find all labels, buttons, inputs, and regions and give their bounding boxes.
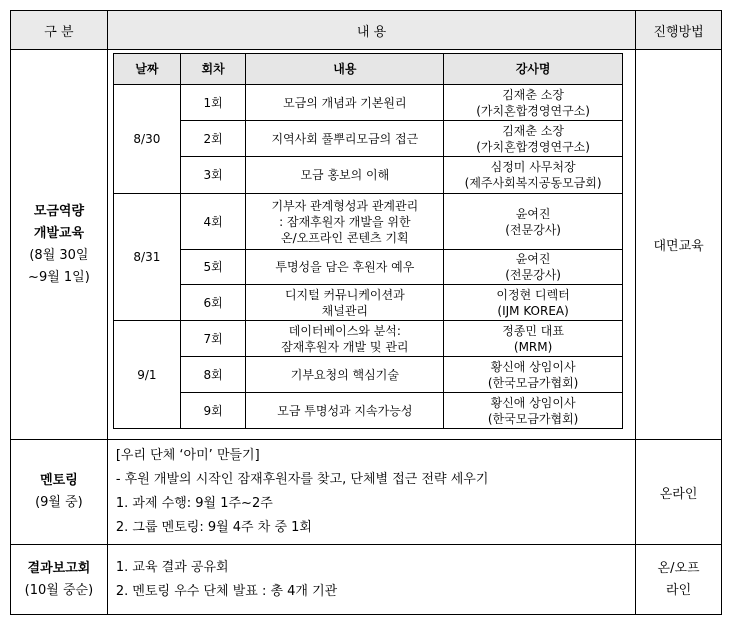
schedule-instructor-line: (가치혼합경영연구소) [476,139,590,154]
schedule-content-line: 잠재후원자 개발 및 관리 [281,339,409,354]
report-method-line1: 온/오프 [657,560,700,576]
report-row [11,545,722,615]
schedule-header-row [114,54,623,85]
report-method [636,545,722,615]
report-line: 2. 멘토링 우수 단체 발표 : 총 4개 기관 [115,583,338,599]
education-title-line1: 모금역량 [33,203,85,219]
schedule-session-no: 5회 [180,250,246,285]
schedule-instructor [444,393,623,429]
mentoring-category [11,440,108,545]
schedule-session-no: 7회 [180,321,246,357]
schedule-content [246,250,444,285]
schedule-header-content: 내용 [246,54,444,85]
header-content: 내 용 [107,11,635,50]
report-method-line2: 라인 [666,582,692,598]
schedule-instructor [444,321,623,357]
education-period-line2: ~9월 1일) [28,269,90,285]
schedule-content [246,157,444,194]
schedule-instructor [444,250,623,285]
schedule-instructor [444,194,623,250]
schedule-header-session: 회차 [180,54,246,85]
schedule-content-line: 모금의 개념과 기본원리 [283,95,407,110]
mentoring-line: 2. 그룹 멘토링: 9월 4주 차 중 1회 [115,520,312,535]
schedule-instructor-line: (한국모금가협회) [487,375,579,390]
schedule-session-no: 9회 [180,393,246,429]
schedule-content-line: 데이터베이스와 분석: [288,323,401,338]
schedule-instructor-line: 김재춘 소장 [502,123,564,138]
report-title: 결과보고회 [27,560,91,576]
schedule-instructor [444,121,623,157]
education-period-line1: (8월 30일 [29,247,89,263]
schedule-row [114,321,623,357]
schedule-instructor [444,285,623,321]
education-method: 대면교육 [636,50,722,440]
schedule-content-line: 지역사회 풀뿌리모금의 접근 [271,131,419,146]
schedule-session-no: 8회 [180,357,246,393]
schedule-instructor [444,357,623,393]
schedule-row [114,194,623,250]
schedule-date: 8/30 [114,85,181,194]
schedule-content-line: 모금 투명성과 지속가능성 [277,403,413,418]
schedule-content-line: 디지털 커뮤니케이션과 [284,287,405,302]
schedule-content [246,285,444,321]
schedule-instructor-line: (가치혼합경영연구소) [476,103,590,118]
header-method: 진행방법 [636,11,722,50]
mentoring-line: - 후원 개발의 시작인 잠재후원자를 찾고, 단체별 접근 전략 세우기 [115,472,489,487]
schedule-body [114,85,623,429]
schedule-content-line: 모금 홍보의 이해 [300,168,390,182]
schedule-date: 8/31 [114,194,181,321]
education-category [11,50,108,440]
report-category [11,545,108,615]
schedule-row [114,285,623,321]
schedule-row [114,121,623,157]
schedule-row [114,250,623,285]
schedule-header-instructor: 강사명 [444,54,623,85]
schedule-instructor [444,85,623,121]
schedule-instructor-line: 정종민 대표 [502,323,564,338]
schedule-row [114,357,623,393]
schedule-instructor-line: (전문강사) [505,268,561,282]
schedule-session-no: 4회 [180,194,246,250]
schedule-session-no: 3회 [180,157,246,194]
report-content [107,545,635,615]
schedule-content-line: 채널관리 [321,303,369,318]
schedule-row [114,85,623,121]
schedule-instructor-line: 황신애 상임이사 [490,359,576,374]
mentoring-line: [우리 단체 ‘아미’ 만들기] [115,448,260,463]
schedule-instructor-line: (전문강사) [505,222,561,237]
schedule-session-no: 1회 [180,85,246,121]
schedule-instructor-line: (IJM KOREA) [497,303,569,318]
schedule-header-date: 날짜 [114,54,181,85]
schedule-content-line: 투명성을 담은 후원자 예우 [275,260,415,274]
schedule-content [246,321,444,357]
schedule-instructor-line: (MRM) [513,339,553,354]
mentoring-method: 온라인 [636,440,722,545]
schedule-instructor-line: 김재춘 소장 [502,87,564,102]
schedule-content [246,357,444,393]
header-row [11,11,722,50]
mentoring-row [11,440,722,545]
schedule-content [246,194,444,250]
report-period: (10월 중순) [24,582,94,598]
schedule-row [114,157,623,194]
schedule-instructor-line: 심정미 사무처장 [490,160,576,174]
schedule-instructor [444,157,623,194]
schedule-instructor-line: 윤여진 [515,252,551,266]
mentoring-period: (9월 중) [35,495,83,510]
report-line: 1. 교육 결과 공유회 [115,559,229,575]
mentoring-content [107,440,635,545]
header-category: 구 분 [11,11,108,50]
schedule-content-line: 기부요청의 핵심기술 [290,367,399,382]
schedule-content [246,85,444,121]
schedule-content-line: 기부자 관계형성과 관계관리 [271,198,419,213]
schedule-instructor-line: (제주사회복지공동모금회) [464,176,602,190]
schedule-content-line: 온/오프라인 콘텐츠 기획 [281,230,409,245]
schedule-session-no: 6회 [180,285,246,321]
schedule-row [114,393,623,429]
schedule-table [113,53,623,429]
schedule-instructor-line: 황신애 상임이사 [490,395,576,410]
schedule-content-line: : 잠재후원자 개발을 위한 [279,214,411,229]
schedule-instructor-line: 이정현 디렉터 [496,287,570,302]
schedule-session-no: 2회 [180,121,246,157]
schedule-instructor-line: 윤여진 [515,206,551,221]
mentoring-title: 멘토링 [40,473,78,488]
mentoring-line: 1. 과제 수행: 9월 1주~2주 [115,496,273,511]
schedule-content [246,393,444,429]
schedule-date: 9/1 [114,321,181,429]
schedule-instructor-line: (한국모금가협회) [487,411,579,426]
schedule-content [246,121,444,157]
education-title-line2: 개발교육 [33,225,85,241]
